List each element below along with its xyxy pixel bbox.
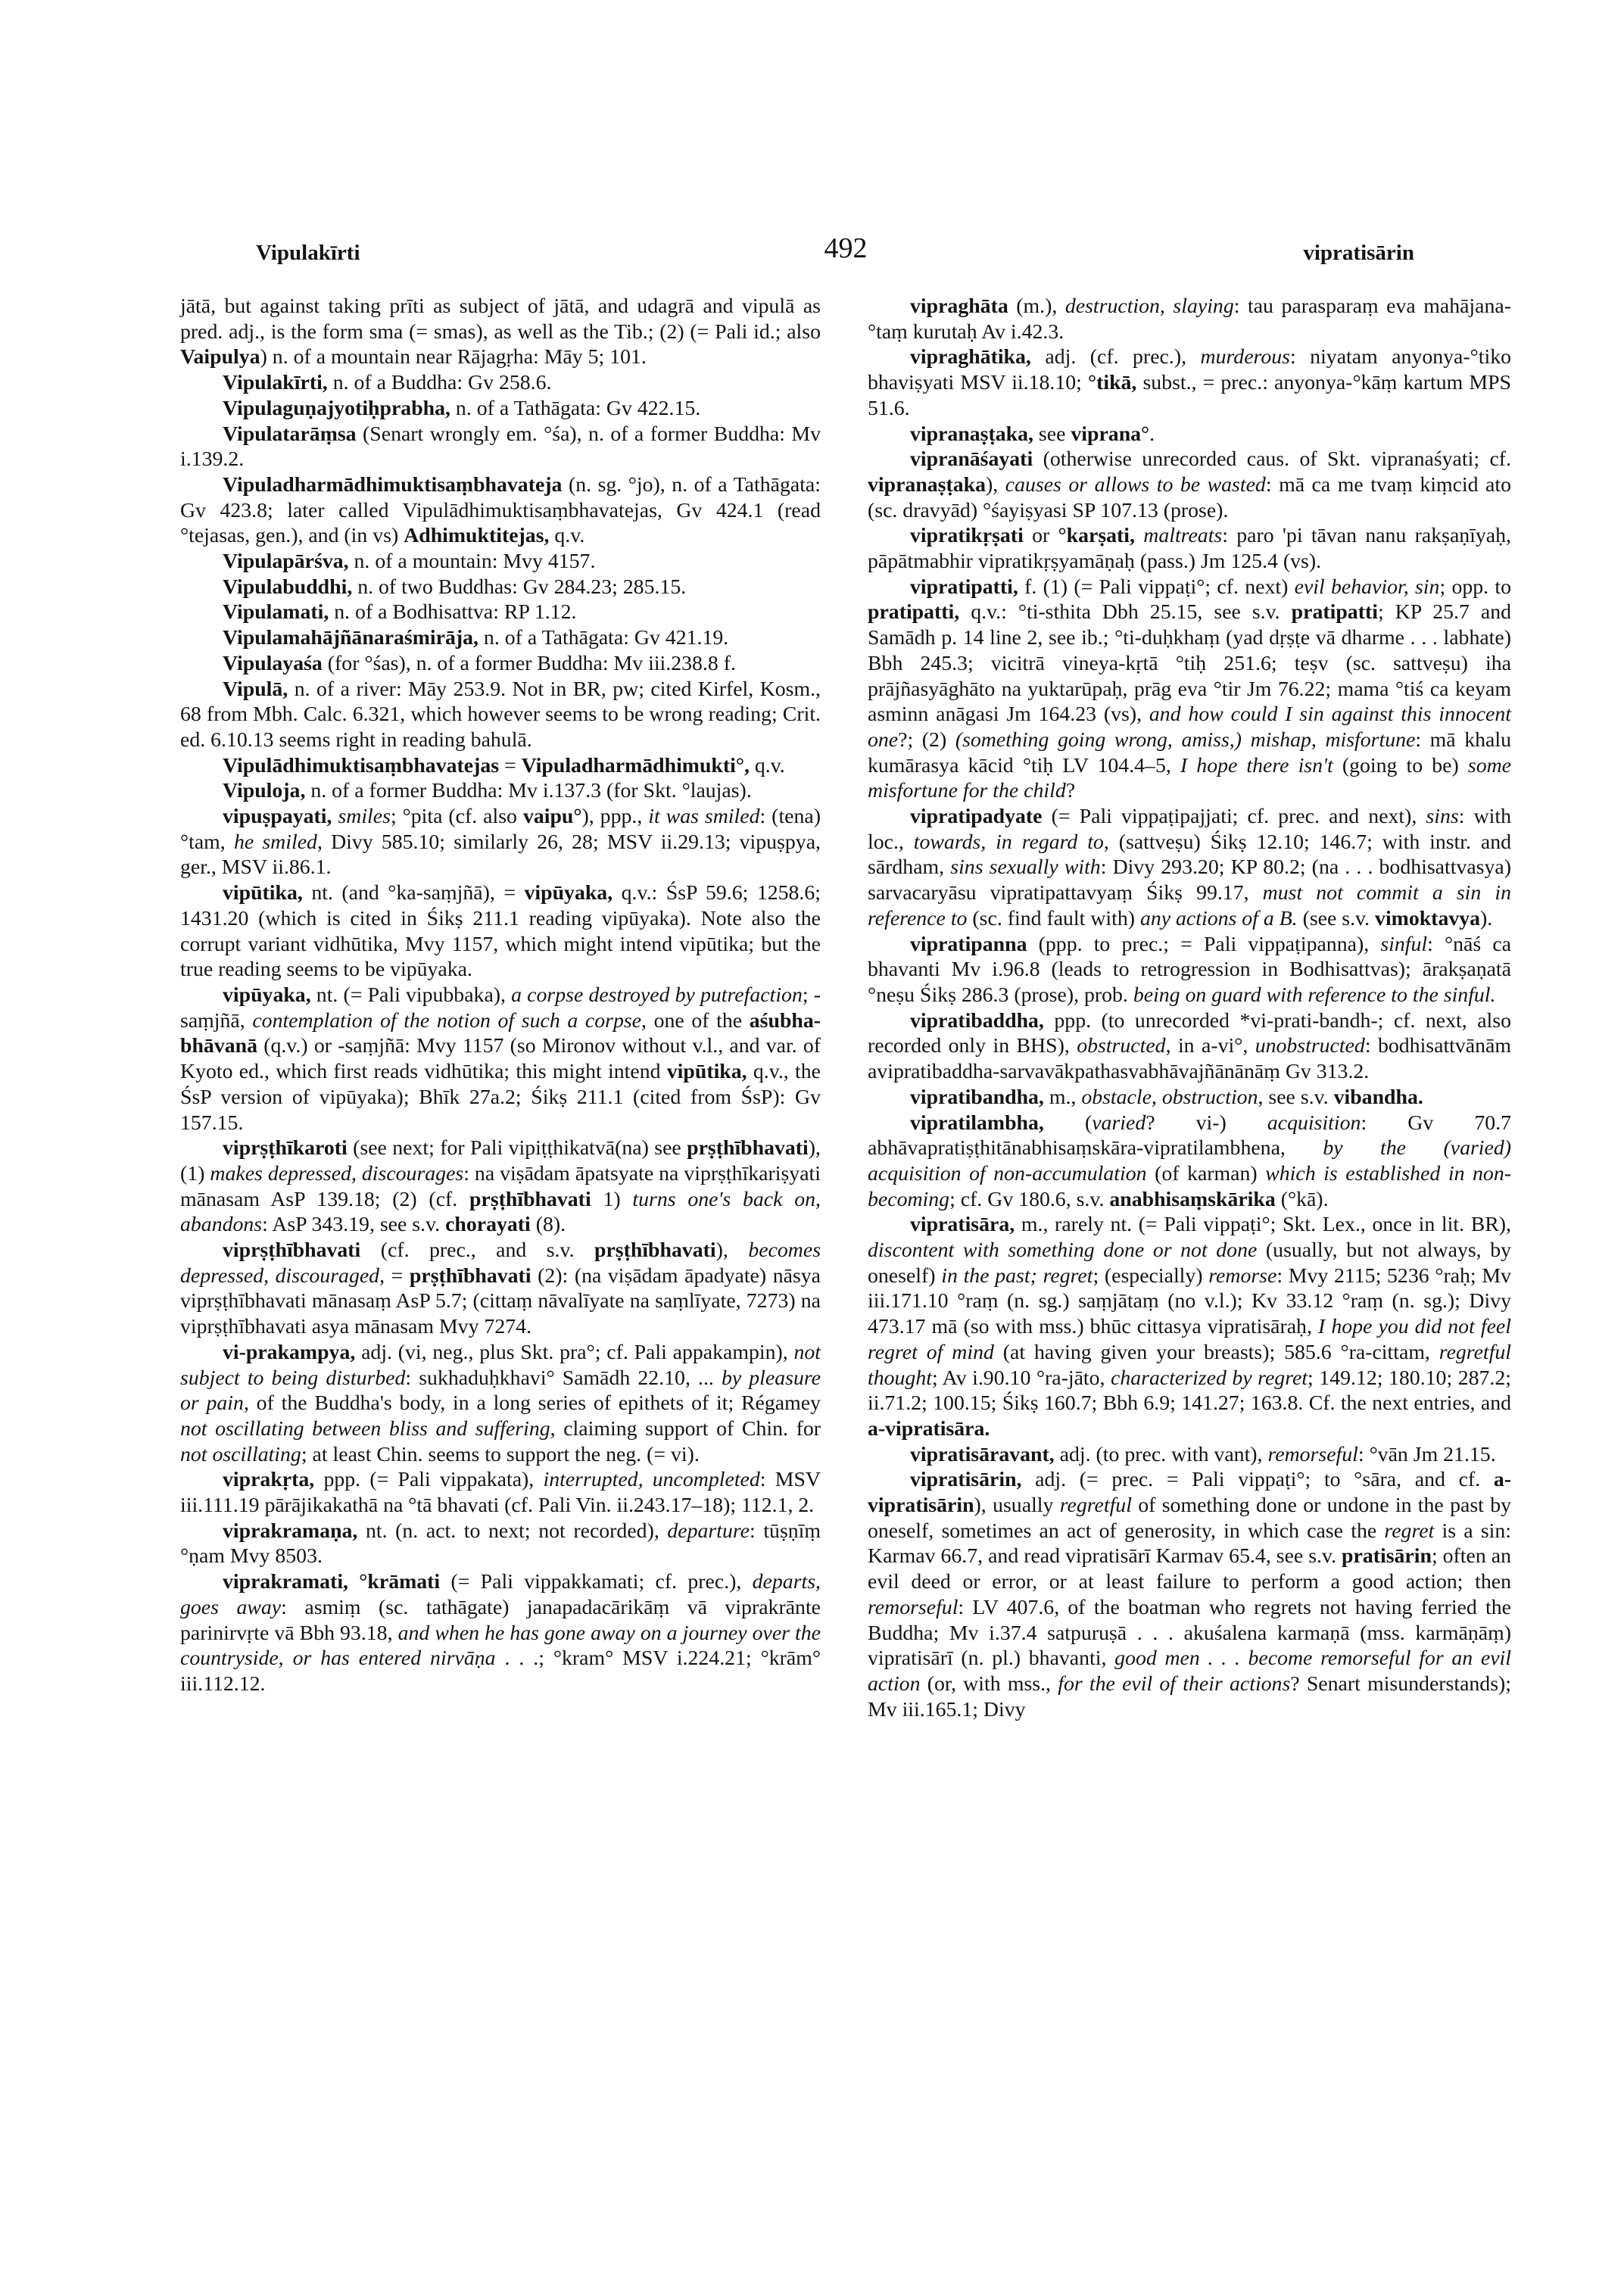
right-column-entry: vipratilambha, (varied? vi-) acquisition: Gv 70.7 abhāvapratiṣṭhitānabhisaṃskāra-vipratilambhena, by the (varied) acquisition of non-accumulation (of karman) which is established in non-becoming; cf. Gv 180.6, s.v. anabhisaṃskārika (°kā). (868, 1111, 1511, 1211)
left-column-entry: vipūtika, nt. (and °ka-saṃjñā), = vipūyaka, q.v.: ŚsP 59.6; 1258.6; 1431.20 (which is cited in Śikṣ 211.1 reading vipūyaka). Note also the corrupt variant vidhūtika, Mvy 1157, which might intend vipūtika; but the true reading seems to be vipūyaka. (180, 881, 821, 982)
left-column-entry: vipuṣpayati, smiles; °pita (cf. also vaipu°), ppp., it was smiled: (tena) °tam, he smiled, Divy 585.10; similarly 26, 28; MSV ii.29.13; vipuṣpya, ger., MSV ii.86.1. (180, 805, 821, 880)
left-column-entry: Vipulamahājñānaraśmirāja, n. of a Tathāgata: Gv 421.19. (223, 626, 729, 650)
left-column-entry: viprṣṭhīkaroti (see next; for Pali vipiṭṭhikatvā(na) see prṣṭhībhavati), (1) makes depressed, discourages: na viṣādam āpatsyate na viprṣṭhīkariṣyati mānasam AsP 139.18; (2) (cf. prṣṭhībhavati 1) turns one's back on, abandons: AsP 343.19, see s.v. chorayati (8). (180, 1136, 821, 1237)
right-column-entry: vipratipadyate (= Pali vippaṭipajjati; cf. prec. and next), sins: with loc., towards, in regard to, (sattveṣu) Śikṣ 12.10; 146.7; with instr. and sārdham, sins sexually with: Divy 293.20; KP 80.2; (na . . . bodhisattvasya) sarvacaryāsu vipratipattavyaṃ Śikṣ 99.17, must not commit a sin in reference to (sc. find fault with) any actions of a B. (see s.v. vimoktavya). (868, 805, 1512, 930)
left-column-entry: Vipulayaśa (for °śas), n. of a former Buddha: Mv iii.238.8 f. (223, 651, 736, 675)
page-number: 492 (824, 232, 868, 264)
right-column-entry: vipratisāra, m., rarely nt. (= Pali vippaṭi°; Skt. Lex., once in lit. BR), discontent with something done or not done (usually, but not always, by oneself) in the past; regret; (especially) remorse: Mvy 2115; 5236 °raḥ; Mv iii.171.10 °raṃ (n. sg.) saṃjātaṃ (no v.l.); Kv 33.12 °raṃ (n. sg.); Divy 473.17 mā (so with mss.) bhūc cittasya vipratisāraḥ, I hope you did not feel regret of mind (at having given your breasts); 585.6 °ra-cittam, regretful thought; Av i.90.10 °ra-jāto, characterized by regret; 149.12; 180.10; 287.2; ii.71.2; 100.15; Śikṣ 160.7; Bbh 6.9; 141.27; 163.8. Cf. the next entries, and a-vipratisāra. (868, 1213, 1512, 1441)
left-column-entry: Vipulaguṇajyotiḥprabha, n. of a Tathāgata: Gv 422.15. (223, 396, 701, 420)
left-column-entry: viprṣṭhībhavati (cf. prec., and s.v. prṣṭhībhavati), becomes depressed, discouraged, = prṣṭhībhavati (2): (na viṣādam āpadyate) nāsya viprṣṭhībhavati mānasaṃ AsP 5.7; (cittaṃ nāvalīyate na saṃlīyate, 7273) na viprṣṭhībhavati asya mānasam Mvy 7274. (180, 1238, 821, 1339)
left-column-entry: vipūyaka, nt. (= Pali vipubbaka), a corpse destroyed by putrefaction; -saṃjñā, contemplation of the notion of such a corpse, one of the aśubha-bhāvanā (q.v.) or -saṃjñā: Mvy 1157 (so Mironov without v.l., and var. of Kyoto ed., which first reads vidhūtika; this might intend vipūtika, q.v., the ŚsP version of vipūyaka); Bhīk 27a.2; Śikṣ 211.1 (cited from ŚsP): Gv 157.15. (180, 983, 821, 1135)
right-column (868, 294, 1511, 1722)
right-column-entry: vipratibandha, m., obstacle, obstruction, see s.v. vibandha. (910, 1085, 1423, 1109)
right-column-entry: vipranaṣṭaka, see viprana°. (910, 422, 1155, 446)
left-column-entry: Vipulamati, n. of a Bodhisattva: RP 1.12. (223, 600, 577, 625)
left-column-entry: viprakramaṇa, nt. (n. act. to next; not recorded), departure: tūṣṇīṃ °ṇam Mvy 8503. (180, 1519, 821, 1569)
right-column-entry: vipratipatti, f. (1) (= Pali vippaṭi°; cf. next) evil behavior, sin; opp. to pratipatti, q.v.: °ti-sthita Dbh 25.15, see s.v. pratipatti; KP 25.7 and Samādh p. 14 line 2, see ib.; °ti-duḥkhaṃ (yad dṛṣṭe vā dharme . . . labhate) Bbh 245.3; vicitrā vineya-kṛtā °tiḥ 251.6; teṣv (sc. sattveṣu) iha prājñasyāghāto na yuktarūpaḥ, prāg eva °tir Jm 76.22; mama °tiś ca keyam asminn anāgasi Jm 164.23 (vs), and how could I sin against this innocent one?; (2) (something going wrong, amiss,) mishap, misfortune: mā khalu kumārasya kācid °tiḥ LV 104.4–5, I hope there isn't (going to be) some misfortune for the child? (868, 575, 1512, 803)
left-column-entry: Vipuloja, n. of a former Buddha: Mv i.137.3 (for Skt. °laujas). (223, 779, 752, 803)
left-column-entry: Vipulapārśva, n. of a mountain: Mvy 4157. (223, 550, 596, 574)
right-column-entry: vipratibaddha, ppp. (to unrecorded *vi-prati-bandh-; cf. next, also recorded only in BHS), obstructed, in a-vi°, unobstructed: bodhisattvānām avipratibaddha-sarvavākpathasvabhāvajñānānāṃ Gv 313.2. (868, 1008, 1511, 1084)
left-column-entry: Vipulā, n. of a river: Māy 253.9. Not in BR, pw; cited Kirfel, Kosm., 68 from Mbh. Calc. 6.321, which however seems to be wrong reading; Crit. ed. 6.10.13 seems right in reading bahulā. (180, 677, 821, 752)
left-column-entry: viprakramati, °krāmati (= Pali vippakkamati; cf. prec.), departs, goes away: asmiṃ (sc. tathāgate) janapadacārikāṃ vā viprakrānte parinirvṛte vā Bbh 93.18, and when he has gone away on a journey over the countryside, or has entered nirvāṇa . . .; °kram° MSV i.224.21; °krām° iii.112.12. (180, 1570, 821, 1696)
left-column-entry: viprakṛta, ppp. (= Pali vippakata), interrupted, uncompleted: MSV iii.111.19 pārājikakathā na °tā bhavati (cf. Pali Vin. ii.243.17–18); 112.1, 2. (180, 1468, 821, 1518)
left-column-entry: Vipulatarāṃsa (Senart wrongly em. °śa), n. of a former Buddha: Mv i.139.2. (180, 422, 821, 472)
right-column-entry: vipratikṛṣati or °karṣati, maltreats: paro 'pi tāvan nanu rakṣaṇīyaḥ, pāpātmabhir vipratikṛṣyamāṇaḥ (pass.) Jm 125.4 (vs). (868, 524, 1511, 574)
right-column-entry: vipratisāravant, adj. (to prec. with vant), remorseful: °vān Jm 21.15. (910, 1442, 1496, 1466)
left-column-entry: Vipulādhimuktisaṃbhavatejas = Vipuladharmādhimukti°, q.v. (223, 753, 785, 777)
running-head-left: Vipulakīrti (256, 241, 360, 265)
running-head-right: vipratisārin (1303, 241, 1414, 265)
left-column-entry: Vipulakīrti, n. of a Buddha: Gv 258.6. (223, 371, 552, 395)
left-column-entry: jātā, but against taking prīti as subject of jātā, and udagrā and vipulā as pred. adj., is the form sma (= smas), as well as the Tib.; (2) (= Pali id.; also Vaipulya) n. of a mountain near Rājagṛha: Māy 5; 101. (180, 294, 821, 369)
right-column-entry: vipratisārin, adj. (= prec. = Pali vippaṭi°; to °sāra, and cf. a-vipratisārin), usually regretful of something done or undone in the past by oneself, sometimes an act of generosity, in which case the regret is a sin: Karmav 66.7, and read vipratisārī Karmav 65.4, see s.v. pratisārin; often an evil deed or error, or at least failure to perform a good action; then remorseful: LV 407.6, of the boatman who regrets not having ferried the Buddha; Mv i.37.4 satpuruṣā . . . akuśalena karmaṇā (mss. karmāṇāṃ) vipratisārī (n. pl.) bhavanti, good men . . . become remorseful for an evil action (or, with mss., for the evil of their actions? Senart misunderstands); Mv iii.165.1; Divy (868, 1468, 1512, 1721)
left-column-entry: Vipulabuddhi, n. of two Buddhas: Gv 284.23; 285.15. (223, 575, 687, 599)
right-column-entry: vipraghātika, adj. (cf. prec.), murderous: niyatam anyonya-°tiko bhaviṣyati MSV ii.18.10; °tikā, subst., = prec.: anyonya-°kāṃ kartum MPS 51.6. (868, 345, 1511, 420)
right-column-entry: vipranāśayati (otherwise unrecorded caus. of Skt. vipranaśyati; cf. vipranaṣṭaka), causes or allows to be wasted: mā ca me tvaṃ kiṃcid ato (sc. dravyād) °śayiṣyasi SP 107.13 (prose). (868, 447, 1512, 522)
running-head (180, 232, 1511, 279)
left-column-entry: vi-prakampya, adj. (vi, neg., plus Skt. pra°; cf. Pali appakampin), not subject to being disturbed: sukhaduḥkhavi° Samādh 22.10, ... by pleasure or pain, of the Buddha's body, in a long series of epithets of it; Régamey not oscillating between bliss and suffering, claiming support of Chin. for not oscillating; at least Chin. seems to support the neg. (= vi). (180, 1340, 821, 1466)
right-column-entry: vipratipanna (ppp. to prec.; = Pali vippaṭipanna), sinful: °nāś ca bhavanti Mv i.96.8 (leads to retrogression in Bodhisattvas); ārakṣaṇatā °neṣu Śikṣ 286.3 (prose), prob. being on guard with reference to the sinful. (868, 932, 1511, 1007)
left-column (180, 294, 821, 1697)
left-column-entry: Vipuladharmādhimuktisaṃbhavateja (n. sg. °jo), n. of a Tathāgata: Gv 423.8; later called Vipulādhimuktisaṃbhavatejas, Gv 424.1 (read °tejasas, gen.), and (in vs) Adhimuktitejas, q.v. (180, 472, 821, 548)
right-column-entry: vipraghāta (m.), destruction, slaying: tau parasparaṃ eva mahājana-°taṃ kurutaḥ Av i.42.3. (868, 294, 1511, 344)
